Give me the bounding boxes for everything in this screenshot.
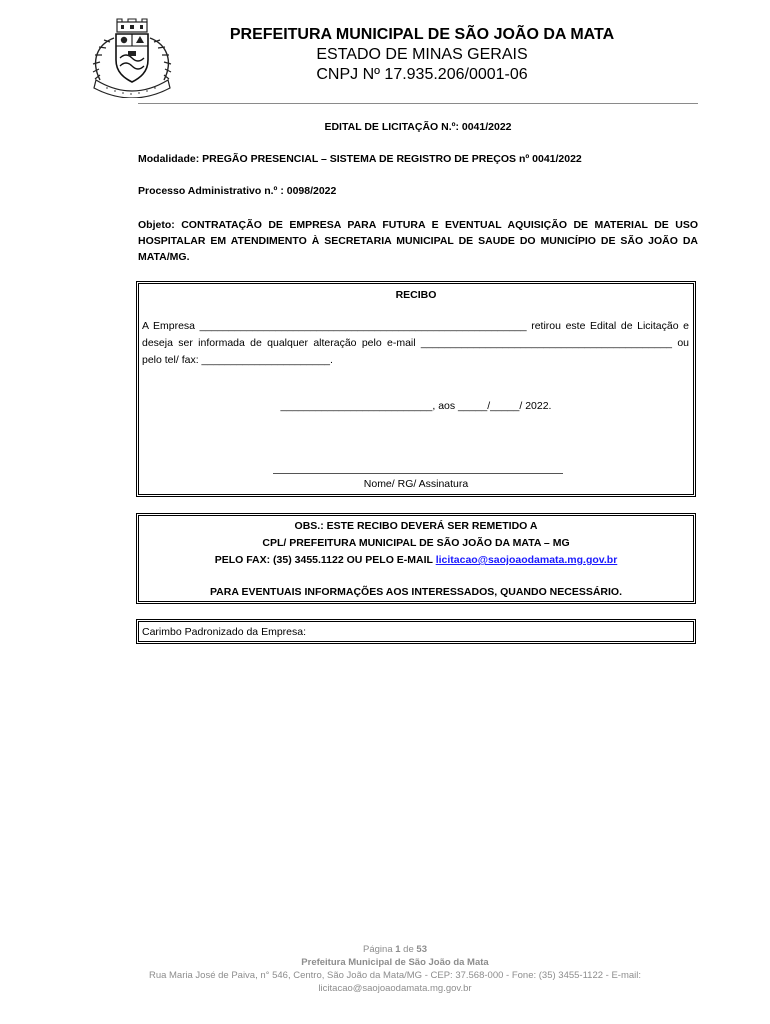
recibo-title: RECIBO: [395, 289, 437, 301]
header-divider: [138, 103, 698, 104]
obs-line-1: OBS.: ESTE RECIBO DEVERÁ SER REMETIDO A: [294, 520, 538, 532]
objeto-paragraph: Objeto: CONTRATAÇÃO DE EMPRESA PARA FUTURA E EVENTUAL AQUISIÇÃO DE MATERIAL DE USO HOSPITALAR EM ATENDIMENTO À SECRETARIA MUNICIPAL DE SAUDE DO MUNICÍPIO DE SÃO JOÃO DA MATA/MG.: [138, 219, 698, 263]
processo-line: Processo Administrativo n.º : 0098/2022: [138, 185, 337, 197]
footer-institution: Prefeitura Municipal de São João da Mata: [301, 957, 489, 968]
obs-line-3: [139, 554, 693, 566]
footer-email: licitacao@saojoaodamata.mg.gov.br: [318, 983, 472, 994]
carimbo-box: [136, 619, 696, 644]
recibo-text: A Empresa ________________________________________________________ retirou este Edital de Licitação e deseja ser informada de qualquer alteração pelo e-mail ___________________________________________ ou pelo tel/ fax: ______________________.: [142, 320, 689, 366]
carimbo-label: Carimbo Padronizado da Empresa:: [142, 626, 307, 638]
footer-address: Rua Maria José de Paiva, n° 546, Centro, São João da Mata/MG - CEP: 37.568-000 - Fone: (35) 3455-1122 - E-mail:: [148, 970, 642, 981]
municipality-title: PREFEITURA MUNICIPAL DE SÃO JOÃO DA MATA: [229, 26, 615, 43]
obs-box: [136, 513, 696, 604]
municipal-coat-of-arms-icon: [84, 18, 180, 98]
recibo-box: [136, 281, 696, 497]
edital-number: EDITAL DE LICITAÇÃO N.º: 0041/2022: [324, 121, 512, 133]
recibo-date-line: __________________________, aos _____/_____/ 2022.: [280, 400, 552, 412]
cnpj-number: CNPJ Nº 17.935.206/0001-06: [316, 66, 528, 83]
page-number: [100, 944, 690, 957]
signature-label: Nome/ RG/ Assinatura: [363, 478, 469, 490]
page-sep: de: [400, 944, 417, 955]
obs-line-4: PARA EVENTUAIS INFORMAÇÕES AOS INTERESSADOS, QUANDO NECESSÁRIO.: [209, 586, 623, 598]
page-total: 53: [416, 944, 427, 955]
page-current: 1: [395, 944, 401, 955]
page-prefix: Página: [363, 944, 396, 955]
state-name: ESTADO DE MINAS GERAIS: [316, 46, 528, 63]
obs-email-link[interactable]: licitacao@saojoaodamata.mg.gov.br: [435, 554, 618, 566]
signature-line: [273, 473, 563, 474]
modalidade-line: Modalidade: PREGÃO PRESENCIAL – SISTEMA DE REGISTRO DE PREÇOS nº 0041/2022: [138, 153, 582, 165]
obs-line-2: CPL/ PREFEITURA MUNICIPAL DE SÃO JOÃO DA MATA – MG: [262, 537, 570, 549]
obs-fax-text: PELO FAX: (35) 3455.1122 OU PELO E-MAIL: [214, 554, 436, 566]
